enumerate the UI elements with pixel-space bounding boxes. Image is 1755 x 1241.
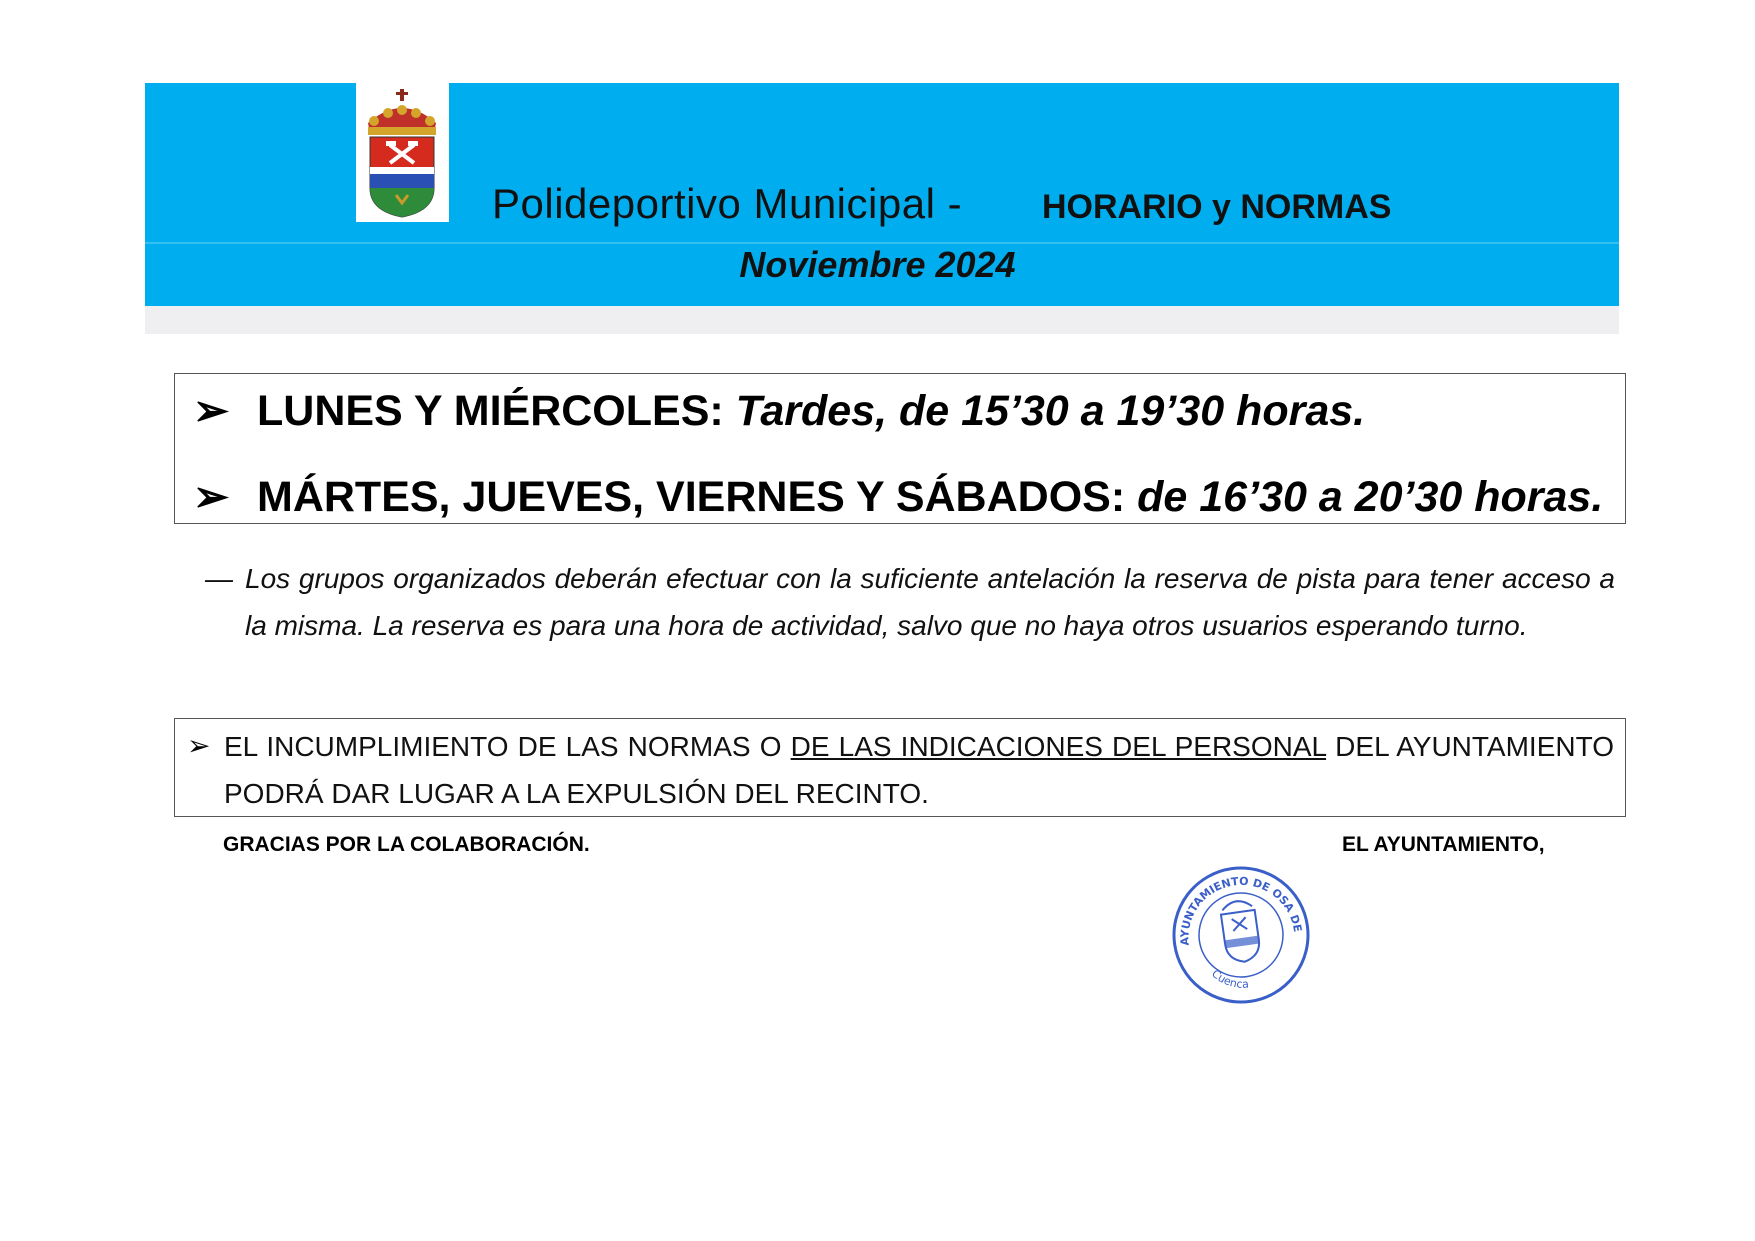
official-stamp-icon <box>1166 860 1316 1010</box>
banner-shadow-strip <box>145 306 1619 334</box>
schedule-line-1 <box>193 386 1365 436</box>
stamp-text-top: AYUNTAMIENTO DE OSA DE <box>1178 874 1305 947</box>
coat-of-arms-icon <box>356 83 449 222</box>
schedule-box <box>174 373 1626 524</box>
schedule-hours: Tardes, de 15’30 a 19’30 horas. <box>735 387 1366 435</box>
arrow-bullet-icon: ➢ <box>193 387 230 435</box>
month-text: Noviembre 2024 <box>739 244 1016 285</box>
warning-text <box>224 723 1614 817</box>
schedule-line-2 <box>193 472 1603 522</box>
warning-text-part1: EL INCUMPLIMIENTO DE LAS NORMAS O <box>224 731 791 762</box>
arrow-bullet-icon: ➢ <box>193 473 230 521</box>
reservation-note <box>205 555 1615 649</box>
schedule-hours: de 16’30 a 20’30 horas. <box>1137 473 1604 521</box>
warning-text-underlined: DE LAS INDICACIONES DEL PERSONAL <box>790 731 1327 762</box>
warning-text-part2: DEL AYUNTAMIENTO PODRÁ DAR LUGAR A LA EXPULSIÓN DEL RECINTO. <box>224 731 1614 809</box>
thanks-text: GRACIAS POR LA COLABORACIÓN. <box>223 833 590 856</box>
signature-label: EL AYUNTAMIENTO, <box>1342 833 1545 856</box>
arrow-bullet-icon: ➢ <box>187 730 211 761</box>
page-title: Polideportivo Municipal - <box>492 180 963 227</box>
warning-box <box>174 718 1626 817</box>
month-label <box>0 244 1755 286</box>
schedule-days: LUNES Y MIÉRCOLES: <box>257 387 724 435</box>
reservation-note-text: Los grupos organizados deberán efectuar con la suficiente antelación la reserva de pista para tener acceso a la misma. La reserva es para una hora de actividad, salvo que no haya otros usuarios esperando turno. <box>245 563 1615 641</box>
stamp-text-bottom: Cuenca <box>1209 966 1250 991</box>
dash-bullet: — <box>205 563 233 594</box>
schedule-days: MÁRTES, JUEVES, VIERNES Y SÁBADOS: <box>257 473 1126 521</box>
page-subtitle: HORARIO y NORMAS <box>1042 188 1392 226</box>
